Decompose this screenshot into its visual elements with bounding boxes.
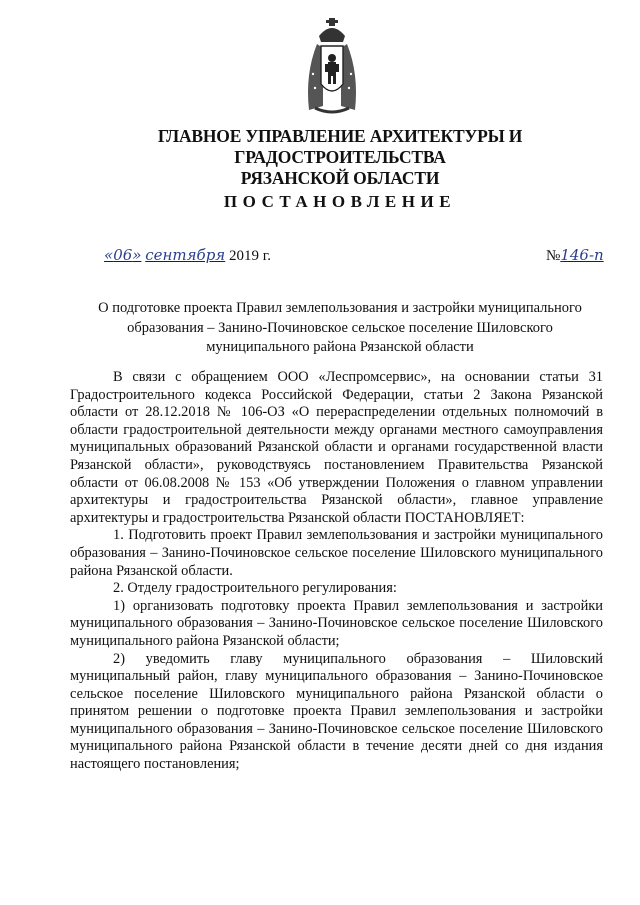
number-value: 146-п xyxy=(560,246,604,264)
date-month: сентября xyxy=(145,246,226,264)
date-day: 06 xyxy=(113,246,133,264)
authority-name xyxy=(60,126,620,189)
date-year: 2019 г. xyxy=(228,248,271,264)
coat-of-arms-emblem xyxy=(299,14,365,118)
document-body xyxy=(70,369,603,774)
clause-2-2: 2) уведомить главу муниципального образования – Шиловский муниципальный район, главу муниципального образования – Занино-Починовское сельское поселение Шиловского муниципального района Рязанской области о принятом решении о подготовке проекта Правил землепользования и застройки муниципального образования – Занино-Починовское сельское поселение Шиловского муниципального района Рязанской области в течение десяти дней со дня издания настоящего постановления; xyxy=(70,650,603,773)
date-open-quote: « xyxy=(104,246,114,264)
date-close-quote: » xyxy=(132,246,142,264)
document-number xyxy=(546,246,604,265)
document-subject xyxy=(70,299,610,358)
document-date xyxy=(104,246,271,265)
subject-line-2: образования – Занино-Починовское сельское поселение Шиловского xyxy=(127,319,553,336)
number-prefix: № xyxy=(546,248,561,264)
clause-1: 1. Подготовить проект Правил землепользования и застройки муниципального образования – Занино-Починовское сельское поселение Шиловского муниципального района Рязанской области. xyxy=(70,527,603,579)
clause-2: 2. Отделу градостроительного регулирования: xyxy=(113,580,397,597)
clause-2-1: 1) организовать подготовку проекта Правил землепользования и застройки муниципального образования – Занино-Починовское сельское поселение Шиловского муниципального района Рязанской области; xyxy=(70,597,603,649)
subject-line-1: О подготовке проекта Правил землепользования и застройки муниципального xyxy=(98,300,582,316)
subject-line-3: муниципального района Рязанской области xyxy=(206,339,474,355)
authority-line-1: ГЛАВНОЕ УПРАВЛЕНИЕ АРХИТЕКТУРЫ И ГРАДОСТРОИТЕЛЬСТВА xyxy=(157,126,523,167)
authority-line-2: РЯЗАНСКОЙ ОБЛАСТИ xyxy=(240,168,440,188)
document-type-title: ПОСТАНОВЛЕНИЕ xyxy=(223,192,457,211)
preamble-paragraph: В связи с обращением ООО «Леспромсервис», на основании статьи 31 Градостроительного кодекса Российской Федерации, статьи 2 Закона Рязанской области от 28.12.2018 № 106-ОЗ «О перераспределении отдельных полномочий в области градостроительной деятельности между органами местного самоуправления муниципальных образований Рязанской области и органами государственной власти Рязанской области», руководствуясь постановлением Правительства Рязанской области от 06.08.2008 № 153 «Об утверждении Положения о главном управлении архитектуры и градостроительства Рязанской области», главное управление архитектуры и градостроительства Рязанской области ПОСТАНОВЛЯЕТ: xyxy=(70,369,603,526)
